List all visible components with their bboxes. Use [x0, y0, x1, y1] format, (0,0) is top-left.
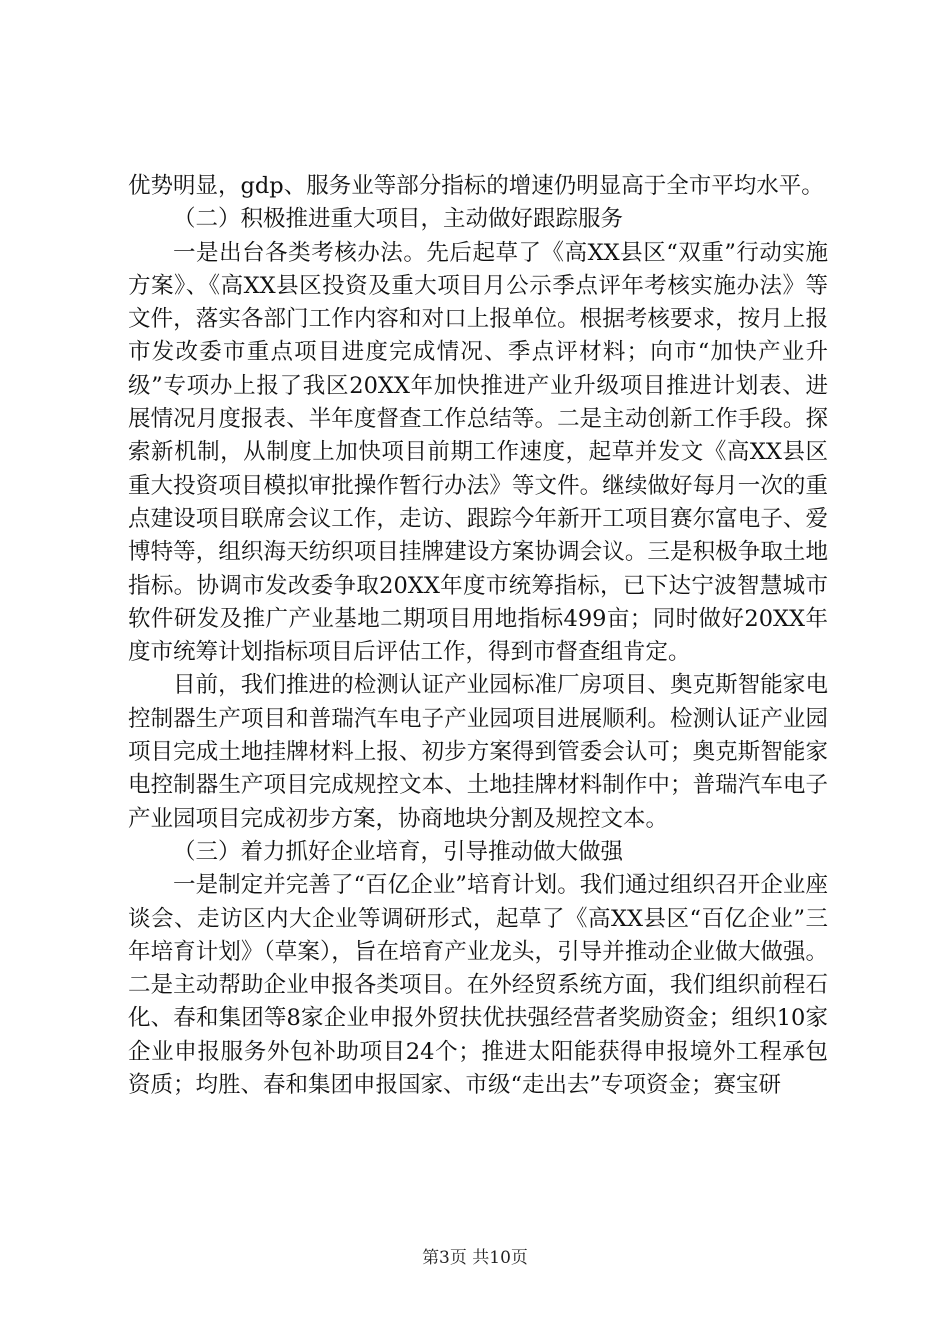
- paragraph-1: 优势明显，gdp、服务业等部分指标的增速仍明显高于全市平均水平。: [128, 173, 824, 199]
- document-body: [128, 170, 828, 1102]
- paragraph-6: 一是制定并完善了“百亿企业”培育计划。我们通过组织召开企业座谈会、走访区内大企业等调研形式，起草了《高XX县区“百亿企业”三年培育计划》（草案），旨在培育产业龙头，引导并推动企业做大做强。二是主动帮助企业申报各类项目。在外经贸系统方面，我们组织前程石化、春和集团等8家企业申报外贸扶优扶强经营者奖励资金；组织10家企业申报服务外包补助项目24个；推进太阳能获得申报境外工程承包资质；均胜、春和集团申报国家、市级“走出去”专项资金；赛宝研: [128, 872, 828, 1099]
- section-heading-3: （三）着力抓好企业培育，引导推动做大做强: [173, 838, 624, 865]
- page-number-footer: 第3页 共10页: [422, 1248, 528, 1268]
- paragraph-3: 一是出台各类考核办法。先后起草了《高XX县区“双重”行动实施方案》、《高XX县区投资及重大项目月公示季点评年考核实施办法》等文件，落实各部门工作内容和对口上报单位。根据考核要求，按月上报市发改委市重点项目进度完成情况、季点评材料；向市“加快产业升级”专项办上报了我区20XX年加快推进产业升级项目推进计划表、进展情况月度报表、半年度督查工作总结等。二是主动创新工作手段。探索新机制，从制度上加快项目前期工作速度，起草并发文《高XX县区重大投资项目模拟审批操作暂行办法》等文件。继续做好每月一次的重点建设项目联席会议工作，走访、跟踪今年新开工项目赛尔富电子、爱博特等，组织海天纺织项目挂牌建设方案协调会议。三是积极争取土地指标。协调市发改委争取20XX年度市统筹指标，已下达宁波智慧城市软件研发及推广产业基地二期项目用地指标499亩；同时做好20XX年度市统筹计划指标项目后评估工作，得到市督查组肯定。: [128, 239, 828, 666]
- paragraph-4: 目前，我们推进的检测认证产业园标准厂房项目、奥克斯智能家电控制器生产项目和普瑞汽车电子产业园项目进展顺利。检测认证产业园项目完成土地挂牌材料上报、初步方案得到管委会认可；奥克斯智能家电控制器生产项目完成规控文本、土地挂牌材料制作中；普瑞汽车电子产业园项目完成初步方案，协商地块分割及规控文本。: [128, 672, 828, 832]
- section-heading-2: （二）积极推进重大项目，主动做好跟踪服务: [173, 206, 624, 233]
